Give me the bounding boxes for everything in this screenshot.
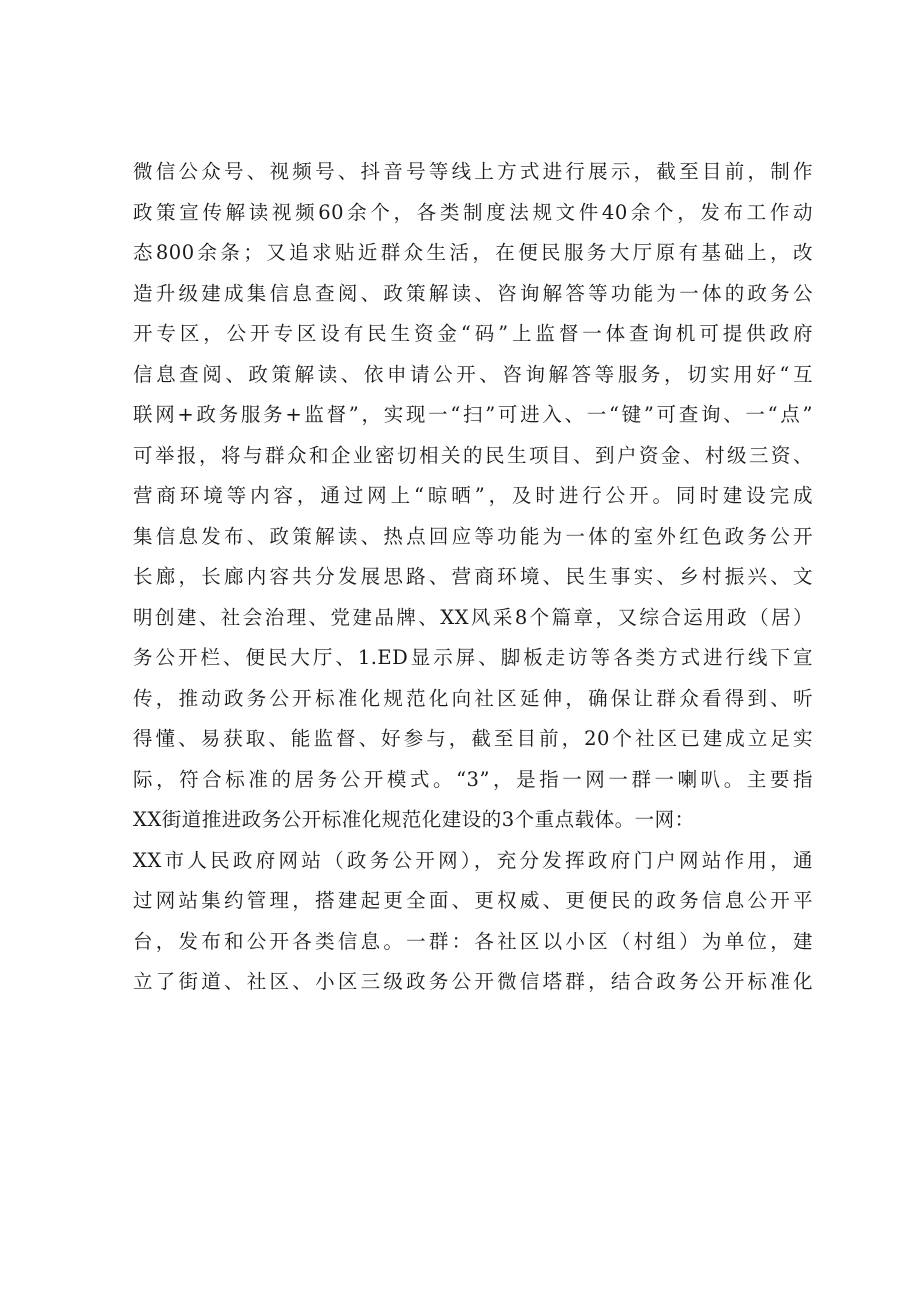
text-line-19: 过网站集约管理，搭建起更全面、更权威、更便民的政务信息公开平 [133,889,813,912]
text-line-11: 长廊，长廊内容共分发展思路、营商环境、民生事实、乡村振兴、文 [133,565,813,588]
text-line-13: 务公开栏、便民大厅、1.ED显示屏、脚板走访等各类方式进行线下宣 [133,646,813,669]
text-line-15: 得懂、易获取、能监督、好参与，截至目前，20个社区已建成立足实 [133,727,813,750]
text-line-7: 联网+政务服务+监督”，实现一“扫”可进入、一“键”可查询、一“点” [133,403,813,426]
text-line-9: 营商环境等内容，通过网上“晾晒”，及时进行公开。同时建设完成 [133,484,813,507]
text-line-3: 态800余条；又追求贴近群众生活，在便民服务大厅原有基础上，改 [133,241,813,264]
text-line-21: 立了街道、社区、小区三级政务公开微信塔群，结合政务公开标准化 [133,970,813,993]
text-line-8: 可举报，将与群众和企业密切相关的民生项目、到户资金、村级三资、 [133,443,813,467]
text-line-5: 开专区，公开专区设有民生资金“码”上监督一体查询机可提供政府 [133,322,813,345]
text-line-16: 际，符合标准的居务公开模式。“3”，是指一网一群一喇叭。主要指 [133,767,813,791]
text-line-4: 造升级建成集信息查阅、政策解读、咨询解答等功能为一体的政务公 [133,281,813,305]
text-line-18: XX市人民政府网站（政务公开网），充分发挥政府门户网站作用，通 [133,848,813,872]
text-line-20: 台，发布和公开各类信息。一群：各社区以小区（村组）为单位，建 [133,929,813,953]
body-text [133,152,813,1003]
text-line-12: 明创建、社会治理、党建品牌、XX风采8个篇章，又综合运用政（居） [133,605,813,629]
text-line-17: XX街道推进政务公开标准化规范化建设的3个重点载体。一网： [133,808,695,831]
text-line-14: 传，推动政务公开标准化规范化向社区延伸，确保让群众看得到、听 [133,686,813,710]
text-line-6: 信息查阅、政策解读、依申请公开、咨询解答等服务，切实用好“互 [133,362,813,386]
text-line-1: 微信公众号、视频号、抖音号等线上方式进行展示，截至目前，制作 [133,160,813,183]
text-line-2: 政策宣传解读视频60余个，各类制度法规文件40余个，发布工作动 [133,200,813,224]
text-line-10: 集信息发布、政策解读、热点回应等功能为一体的室外红色政务公开 [133,524,813,548]
